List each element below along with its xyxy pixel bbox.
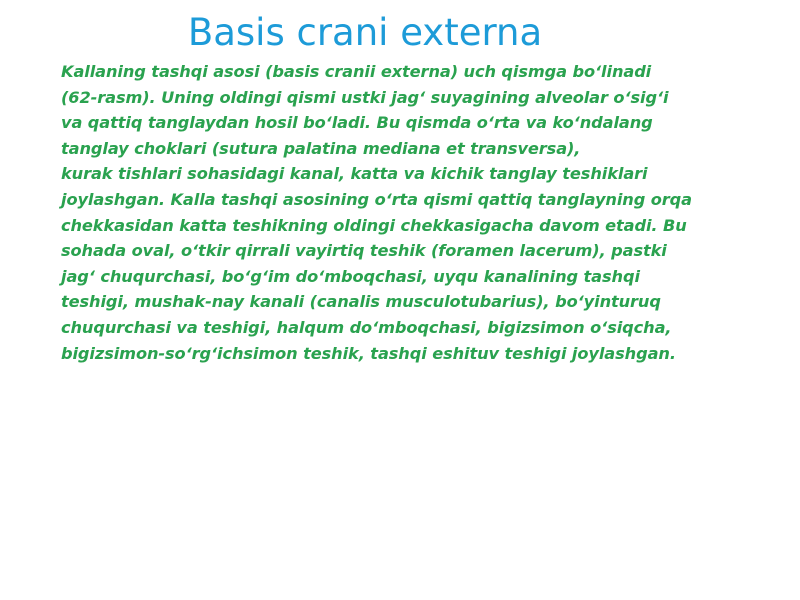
body-line: joylashgan. Kalla tashqi asosining o‘rta qismi qattiq tanglayning orqa <box>61 189 692 209</box>
body-line: chuqurchasi va teshigi, halqum do‘mboqchasi, bigizsimon o‘siqcha, <box>61 317 672 337</box>
body-line: kurak tishlari sohasidagi kanal, katta va kichik tanglay teshiklari <box>61 164 648 184</box>
slide-title: Basis crani externa <box>187 11 543 54</box>
body-line: jag‘ chuqurchasi, bo‘g‘im do‘mboqchasi, uyqu kanalining tashqi <box>61 266 640 286</box>
body-line: Kallaning tashqi asosi (basis cranii externa) uch qismga bo‘linadi <box>61 62 652 81</box>
body-line: teshigi, mushak-nay kanali (canalis musculotubarius), bo‘yinturuq <box>61 292 661 312</box>
body-line: bigizsimon-so‘rg‘ichsimon teshik, tashqi eshituv teshigi joylashgan. <box>61 343 676 363</box>
body-line: sohada oval, o‘tkir qirrali vayirtiq teshik (foramen lacerum), pastki <box>61 241 667 261</box>
body-line: chekkasidan katta teshikning oldingi chekkasigacha davom etadi. Bu <box>61 215 687 235</box>
body-line: (62-rasm). Uning oldingi qismi ustki jag‘ suyagining alveolar o‘sig‘i <box>61 87 669 107</box>
body-line: va qattiq tanglaydan hosil bo‘ladi. Bu qismda o‘rta va ko‘ndalang <box>61 113 653 133</box>
body-line: tanglay choklari (sutura palatina mediana et transversa), <box>61 138 581 158</box>
slide-body-text <box>61 59 741 366</box>
